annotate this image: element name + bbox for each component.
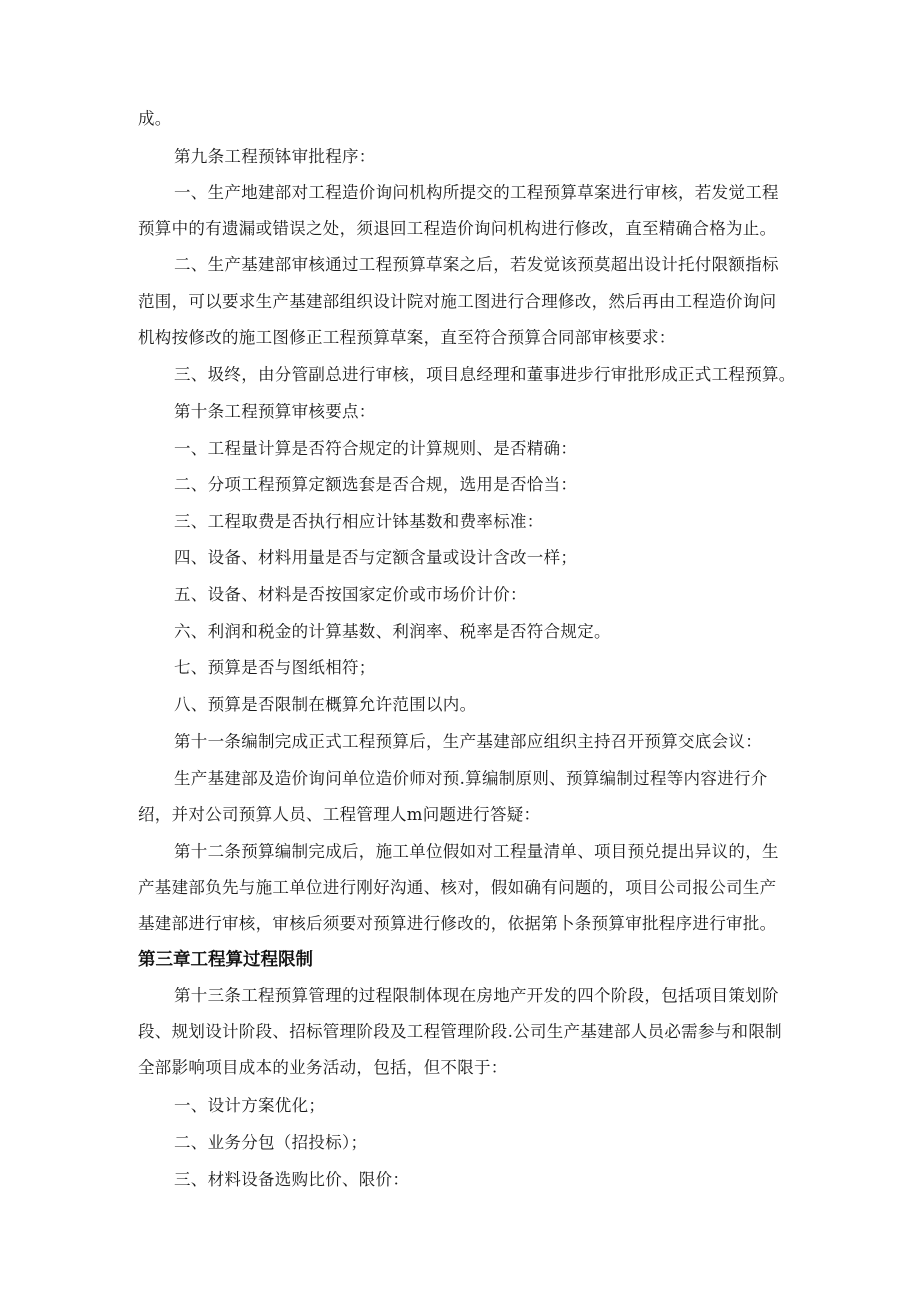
text-line: 机构按修改的施工图修正工程预算草案，直至符合预算合同部审核要求： <box>138 328 676 347</box>
text-line: 范围，可以要求生产基建部组织设计院对施工图进行合理修改，然后再由工程造价询问 <box>138 292 777 311</box>
list-item: 二、业务分包（招投标）； <box>174 1133 368 1152</box>
text-line: 生产基建部及造价询问单位造价师对预.算编制原则、预算编制过程等内容进行介 <box>174 769 768 788</box>
text-line: 三、圾终，由分管副总进行审核，项目息经理和董事进步行审批形成正式工程预算。 <box>174 365 796 384</box>
text-line: 段、规划设计阶段、招标管理阶段及工程管理阶段.公司生产基建部人员必需参与和限制 <box>138 1022 782 1041</box>
article-11-title: 第十一条编制完成正式工程预算后，生产基建部应组织主持召开预算交底会议： <box>174 732 762 751</box>
text-line: 基建部进行审核，审核后须要对预算进行修改的，依据第卜条预算审批程序进行审批。 <box>138 914 777 933</box>
article-9-title: 第九条工程预钵审批程序： <box>174 147 376 166</box>
list-item: 三、工程取费是否执行相应计钵基数和费率标准： <box>174 512 544 531</box>
list-item: 三、材料设备选购比价、限价： <box>174 1170 410 1189</box>
text-line: 绍，并对公司预算人员、工程管理人m问题进行答疑： <box>138 805 541 824</box>
text-line: 全部影响项目成本的业务活动，包括，但不限于： <box>138 1058 508 1077</box>
text-line: 预算中的有遗漏或错误之处，须退回工程造价询问机构进行修改，直至精确合格为止。 <box>138 219 777 238</box>
list-item: 一、工程量计算是否符合规定的计算规则、是否精确： <box>174 439 578 458</box>
text-line: 一、生产地建部对工程造价询问机构所提交的工程预算草案进行审核，若发觉工程 <box>174 183 779 202</box>
list-item: 四、设备、材料用量是否与定额含量或设计含改一样； <box>174 548 578 567</box>
chapter-3-heading: 第三章工程算过程限制 <box>138 950 313 970</box>
article-13-title: 第十三条工程预算管理的过程限制体现在房地产开发的四个阶段，包括项目策划阶 <box>174 986 779 1005</box>
list-item: 八、预算是否限制在概算允许范围以内。 <box>174 695 477 714</box>
text-line: 二、生产基建部审核通过工程预算草案之后，若发觉该预莫超出设计托付限额指标 <box>174 255 779 274</box>
article-10-title: 第十条工程预算审核要点： <box>174 402 376 421</box>
list-item: 一、设计方案优化； <box>174 1096 326 1115</box>
text-line: 成。 <box>138 109 172 128</box>
text-line: 产基建部负先与施工单位进行刚好沟通、核对，假如确有问题的，项目公司报公司生产 <box>138 878 777 897</box>
list-item: 五、设备、材料是否按国家定价或市场价计价： <box>174 585 527 604</box>
list-item: 六、利润和税金的计算基数、利润率、税率是否符合规定。 <box>174 622 611 641</box>
list-item: 七、预算是否与图纸相符； <box>174 658 376 677</box>
list-item: 二、分项工程预算定额选套是否合规，选用是否恰当： <box>174 475 578 494</box>
article-12-title: 第十二条预算编制完成后，施工单位假如对工程量清单、项目预兑提出异议的，生 <box>174 842 779 861</box>
